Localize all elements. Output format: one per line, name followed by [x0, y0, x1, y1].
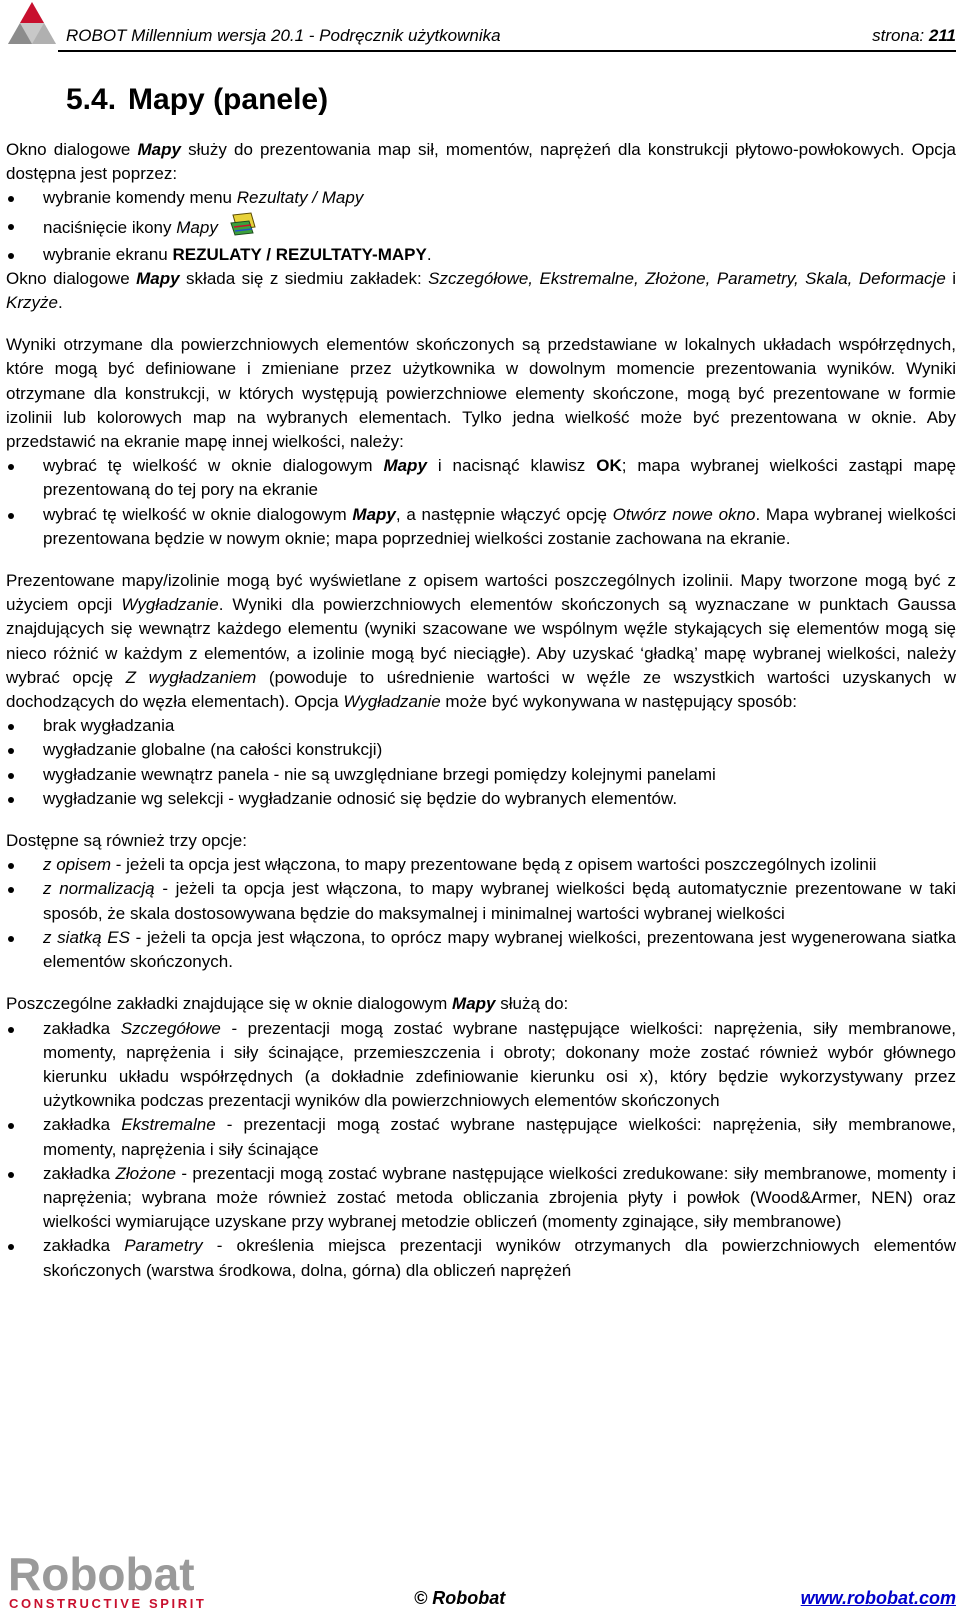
- list-item: z opisem - jeżeli ta opcja jest włączona, to mapy prezentowane będą z opisem wartości poszczególnych izolinii: [6, 853, 956, 877]
- results-paragraph: Wyniki otrzymane dla powierzchniowych elementów skończonych są przedstawiane w lokalnych układach współrzędnych, które mogą być definiowane i zmieniane przez użytkownika w dowolnym momencie prezentowania wyników. Wyniki otrzymane dla konstrukcji, w których występują powierzchniowe elementy skończone, mogą być prezentowane w formie izolinii lub kolorowych map na wybranych elementach. Tylko jedna wielkość może być prezentowana w oknie. Aby przedstawić na ekranie mapę innej wielkości, należy:: [6, 335, 956, 452]
- list-item: z siatką ES - jeżeli ta opcja jest włączona, to oprócz mapy wybranej wielkości, prezentowana jest wygenerowana siatka elementów skończonych.: [6, 926, 956, 974]
- smoothing-paragraph: Prezentowane mapy/izolinie mogą być wyświetlane z opisem wartości poszczególnych izolinii. Mapy tworzone mogą być z użyciem opcji Wygładzanie. Wyniki dla powierzchniowych elementów skończonych są wyznaczane w punktach Gaussa znajdujących się wewnątrz każdego elementu (wyniki szacowane we wspólnym węźle stykających się elementów mogą się nieco różnić w każdym z elementów, a izolinie mogą być nieciągłe). Aby uzyskać ‘gładką’ mapę wybranej wielkości, należy wybrać opcję Z wygładzaniem (powoduje to uśrednienie wartości w węźle ze wszystkich wartości uzyskanych w dochodzących do węzła elementach). Opcja Wygładzanie może być wykonywana w następujący sposób:: [6, 571, 956, 712]
- footer-url-link[interactable]: www.robobat.com: [800, 1588, 956, 1608]
- section-title: Mapy (panele): [128, 83, 329, 116]
- list-item: wybranie komendy menu Rezultaty / Mapy: [6, 186, 956, 210]
- options-list: [6, 853, 956, 974]
- results-list: [6, 454, 956, 551]
- robobat-triangle-logo-icon: [6, 0, 58, 46]
- list-item: wybrać tę wielkość w oknie dialogowym Mapy i nacisnąć klawisz OK; mapa wybranej wielkości zastąpi mapę prezentowaną do tej pory na ekranie: [6, 454, 956, 502]
- svg-text:Robobat: Robobat: [8, 1548, 195, 1600]
- tabs-intro: Poszczególne zakładki znajdujące się w oknie dialogowym Mapy służą do:: [6, 994, 569, 1014]
- list-item: wybrać tę wielkość w oknie dialogowym Mapy, a następnie włączyć opcję Otwórz nowe okno. Mapa wybranej wielkości prezentowana będzie w nowym oknie; mapa poprzedniej wielkości zostanie zachowana na ekranie.: [6, 503, 956, 551]
- list-item: zakładka Szczegółowe - prezentacji mogą zostać wybrane następujące wielkości: naprężenia, siły membranowe, momenty, naprężenia i siły ścinające, przemieszczenia i obroty; dokonany może zostać również wybór głównego kierunku układu współrzędnych (a dokładnie zdefiniowanie kierunku osi x), który będzie wykorzystywany przez użytkownika podczas prezentacji wyników dla powierzchniowych elementów skończonych: [6, 1017, 956, 1114]
- list-item: zakładka Ekstremalne - prezentacji mogą zostać wybrane następujące wielkości: naprężenia, siły membranowe, momenty, naprężenia i siły ścinające: [6, 1113, 956, 1161]
- page-number: 211: [928, 26, 956, 45]
- list-item: z normalizacją - jeżeli ta opcja jest włączona, to mapy wybranej wielkości będą automatycznie prezentowane w taki sposób, że skala dostosowywana będzie do maksymalnej i minimalnej wartości wybranej wielkości: [6, 877, 956, 925]
- mapy-toolbar-icon[interactable]: [229, 211, 259, 237]
- list-item: brak wygładzania: [6, 714, 956, 738]
- list-item: wygładzanie globalne (na całości konstrukcji): [6, 738, 956, 762]
- header-rule: [58, 50, 956, 52]
- list-item: wybranie ekranu REZULATY / REZULTATY-MAPY.: [6, 243, 956, 267]
- header-page-number: [872, 26, 956, 46]
- footer-copyright: © Robobat: [414, 1588, 506, 1608]
- smoothing-list: [6, 714, 956, 811]
- page-label: strona:: [872, 26, 925, 45]
- section-heading: [66, 82, 956, 118]
- page-header: [6, 0, 956, 52]
- list-item: naciśnięcie ikony Mapy: [6, 211, 956, 243]
- page-content: [6, 64, 956, 1283]
- header-title: ROBOT Millennium wersja 20.1 - Podręcznik użytkownika: [66, 26, 501, 45]
- robobat-logo-icon: [6, 1548, 226, 1610]
- list-item: zakładka Złożone - prezentacji mogą zostać wybrane następujące wielkości zredukowane: siły membranowe, momenty i naprężenia; wybrana może również zostać metoda obliczania zbrojenia płyty i powłok (Wood&Armer, NEN) oraz wielkości wymiarujące uzyskane przy wybranej metodzie obliczeń (momenty zginające, siły membranowe): [6, 1162, 956, 1235]
- svg-text:CONSTRUCTIVE SPIRIT: CONSTRUCTIVE SPIRIT: [9, 1596, 207, 1610]
- tabs-summary-paragraph: Okno dialogowe Mapy składa się z siedmiu zakładek: Szczegółowe, Ekstremalne, Złożone, Parametry, Skala, Deformacje i Krzyże.: [6, 268, 957, 313]
- list-item: wygładzanie wg selekcji - wygładzanie odnosić się będzie do wybranych elementów.: [6, 787, 956, 811]
- intro-paragraph: Okno dialogowe Mapy służy do prezentowania map sił, momentów, naprężeń dla konstrukcji płytowo-powłokowych. Opcja dostępna jest poprzez:: [6, 140, 957, 184]
- list-item: wygładzanie wewnątrz panela - nie są uwzględniane brzegi pomiędzy kolejnymi panelami: [6, 763, 956, 787]
- section-number: 5.4.: [66, 83, 117, 116]
- options-intro: Dostępne są również trzy opcje:: [6, 831, 247, 851]
- list-item: zakładka Parametry - określenia miejsca prezentacji wyników otrzymanych dla powierzchniowych elementów skończonych (warstwa środkowa, dolna, górna) dla obliczeń naprężeń: [6, 1234, 956, 1282]
- tabs-list: [6, 1017, 956, 1283]
- access-list: [6, 186, 956, 266]
- page-footer: [6, 1548, 956, 1615]
